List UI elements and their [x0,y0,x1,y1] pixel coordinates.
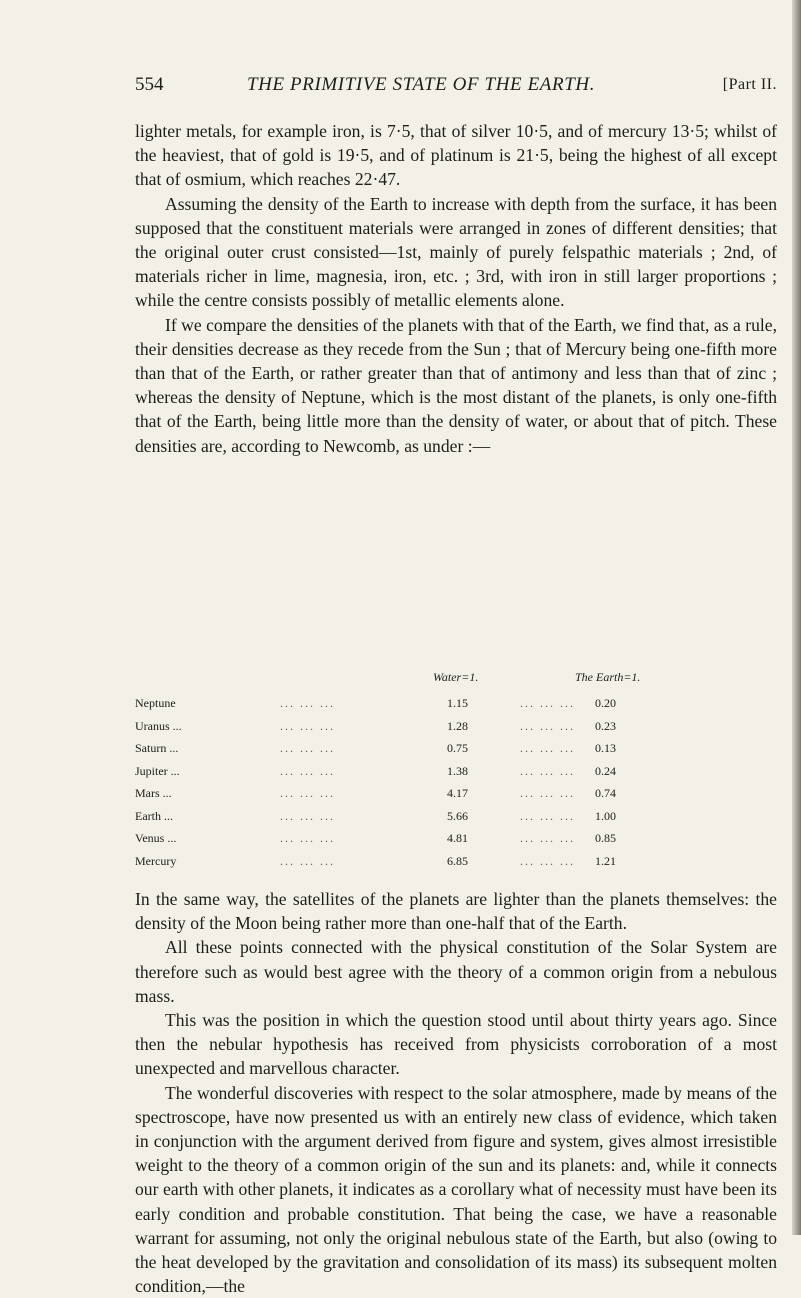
column-header-earth: The Earth=1. [575,670,641,684]
density-earth: 0.20 [595,696,616,710]
table-row [135,692,695,715]
body-text-top [135,119,777,458]
paragraph: Assuming the density of the Earth to increase with depth from the surface, it has been supposed that the constituent materials were arranged in zones of different densities; that the original outer crust consisted—1st, mainly of purely felspathic materials ; 2nd, of materials richer in lime, magnesia, iron, etc. ; 3rd, with iron in still larger proportions ; while the centre consists possibly of metallic elements alone. [135,193,777,311]
leader-dots: ... ... ... [280,741,335,755]
planet-name: Venus ... [135,831,177,845]
table-row [135,850,695,873]
leader-dots: ... ... ... [520,808,575,823]
paragraph: This was the position in which the question stood until about thirty years ago. Since then the nebular hypothesis has received from physicists corroboration of a most unexpected and marvellous character. [135,1010,777,1079]
leader-dots: ... ... ... [520,696,575,710]
leader-dots: ... ... ... [280,786,335,800]
leader-dots: ... ... ... [520,763,575,778]
leader-dots: ... ... ... [520,831,575,845]
body-text-bottom [135,887,777,1298]
paragraph: All these points connected with the physical constitution of the Solar System are therefore such as would best agree with the theory of a common origin from a nebulous mass. [135,937,777,1006]
table-row [135,782,695,805]
table-row [135,760,695,783]
table-row [135,737,695,760]
planet-name: Uranus ... [135,718,182,733]
leader-dots: ... ... ... [280,763,335,778]
density-earth: 0.74 [595,786,616,800]
table-row [135,805,695,828]
density-water: 5.66 [447,808,468,823]
density-earth: 0.23 [595,718,616,733]
paragraph: In the same way, the satellites of the planets are lighter than the planets themselves: the density of the Moon being rather more than one-half that of the Earth. [135,889,777,934]
planet-name: Mars ... [135,786,172,800]
density-earth: 1.00 [595,808,616,823]
table-row [135,715,695,738]
density-water: 4.81 [447,831,468,845]
density-earth: 0.13 [595,741,616,755]
planet-name: Neptune [135,696,176,710]
density-water: 6.85 [447,853,468,868]
leader-dots: ... ... ... [520,718,575,733]
paragraph: lighter metals, for example iron, is 7·5, that of silver 10·5, and of mercury 13·5; whilst of the heaviest, that of gold is 19·5, and of platinum is 21·5, being the highest of all except that of osmium, which reaches 22·47. [135,121,777,190]
running-header [135,74,777,104]
leader-dots: ... ... ... [520,741,575,755]
planet-name: Saturn ... [135,741,179,755]
density-earth: 1.21 [595,853,616,868]
density-water: 4.17 [447,786,468,800]
column-header-water: Water=1. [433,670,479,684]
planet-name: Jupiter ... [135,763,180,778]
table-body [135,692,695,872]
density-water: 0.75 [447,741,468,755]
leader-dots: ... ... ... [520,853,575,868]
paragraph: The wonderful discoveries with respect to the solar atmosphere, made by means of the spectroscope, have now presented us with an entirely new class of evidence, which taken in conjunction with the argument derived from figure and system, gives almost irresistible weight to the theory of a common origin of the sun and its planets: and, while it connects our earth with other planets, it indicates as a corollary what of necessity must have been its early condition and probable constitution. That being the case, we have a reasonable warrant for assuming, not only the original nebulous state of the Earth, but also (owing to the heat developed by the gravitation and consolidation of its mass) its subsequent molten condition,—the [135,1082,777,1297]
planet-name: Mercury [135,853,177,868]
leader-dots: ... ... ... [280,808,335,823]
density-water: 1.15 [447,696,468,710]
table-row [135,827,695,850]
leader-dots: ... ... ... [280,696,335,710]
leader-dots: ... ... ... [280,853,335,868]
leader-dots: ... ... ... [280,718,335,733]
leader-dots: ... ... ... [520,786,575,800]
density-earth: 0.85 [595,831,616,845]
density-water: 1.28 [447,718,468,733]
planet-name: Earth ... [135,808,173,823]
page-number: 554 [135,74,164,95]
planet-density-table [135,670,695,872]
running-title: THE PRIMITIVE STATE OF THE EARTH. [247,74,596,95]
page-edge [792,0,801,1235]
density-earth: 0.24 [595,763,616,778]
part-label: [Part II. [722,76,777,93]
leader-dots: ... ... ... [280,831,335,845]
paragraph: If we compare the densities of the planets with that of the Earth, we find that, as a rule, their densities decrease as they recede from the Sun ; that of Mercury being one-fifth more than that of the Earth, or rather greater than that of antimony and less than that of zinc ; whereas the density of Neptune, which is the most distant of the planets, is only one-fifth that of the Earth, being little more than the density of water, or about that of pitch. These densities are, according to Newcomb, as under :— [135,314,777,456]
density-water: 1.38 [447,763,468,778]
